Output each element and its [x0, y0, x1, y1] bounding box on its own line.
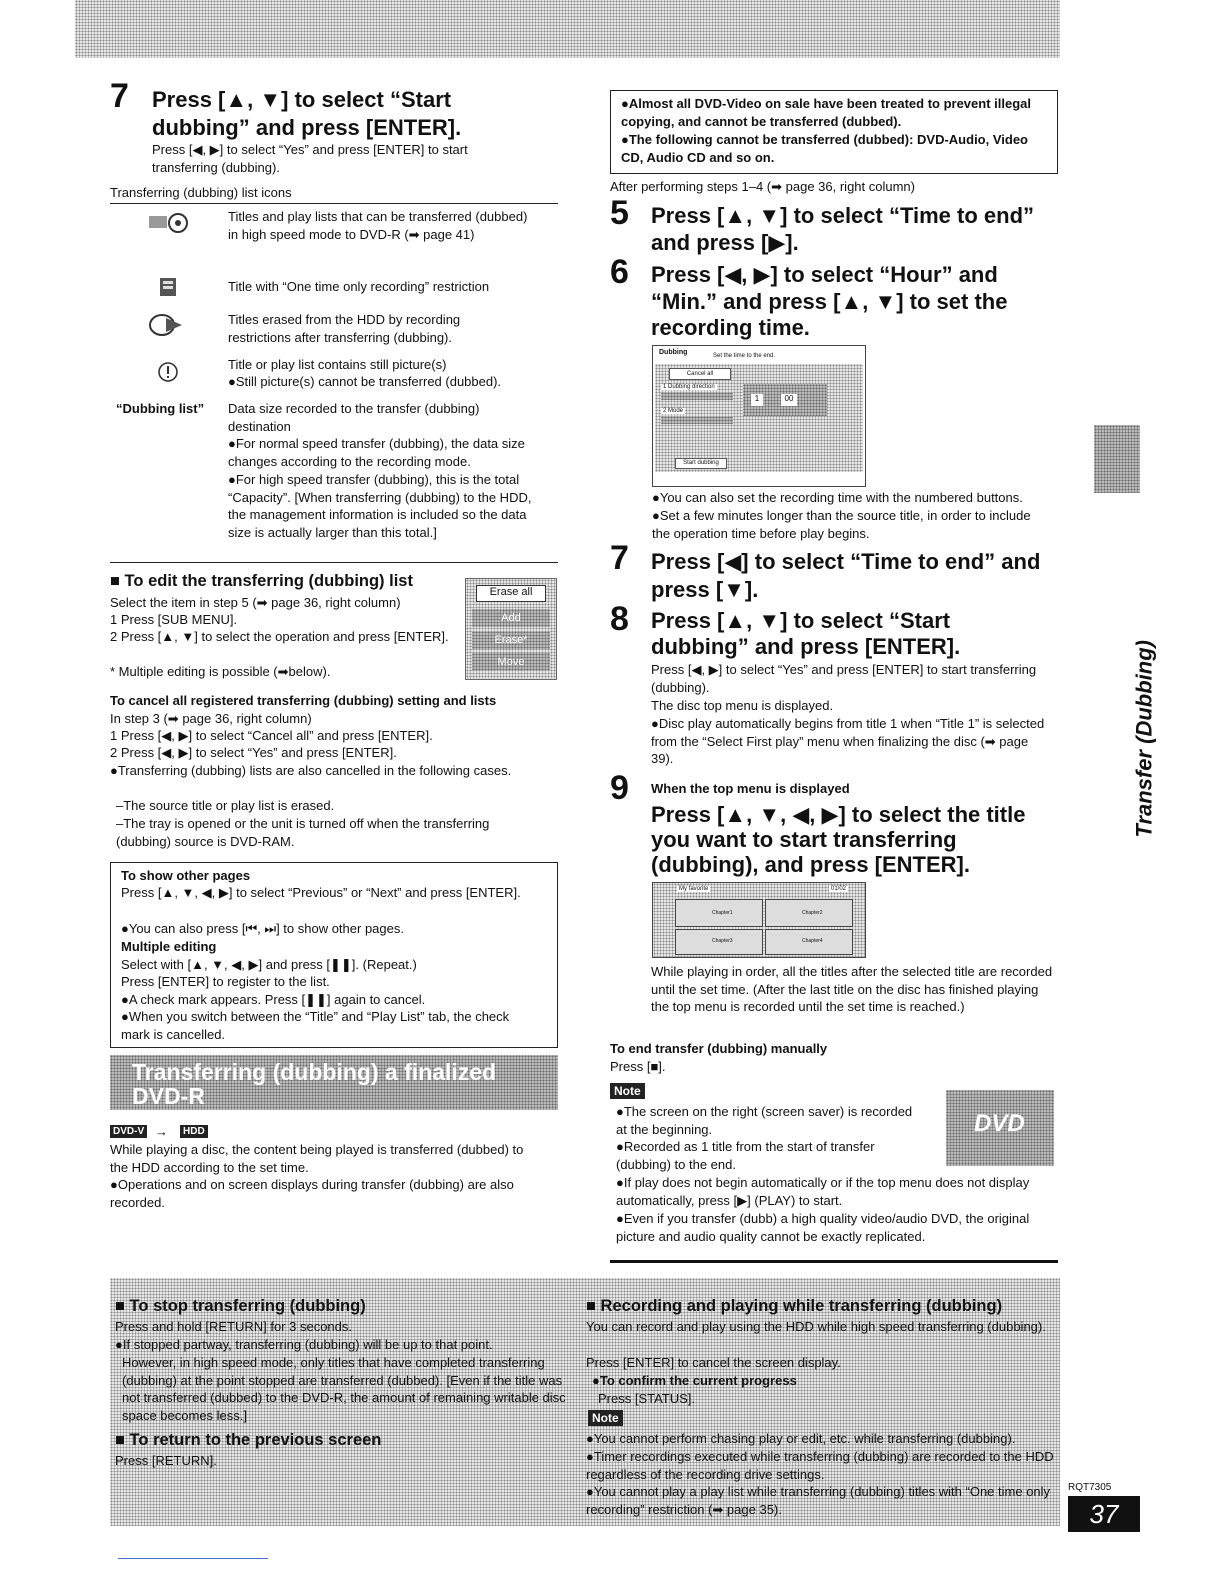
step-6-number: 6 [610, 253, 629, 291]
icon-row-2-text: Title with “One time only recording” restriction [228, 279, 490, 294]
multiple-editing-line-2: Press [ENTER] to register to the list. [121, 974, 330, 989]
dubbing-direction-label: 1 Dubbing direction [663, 384, 715, 390]
screen-saver-image [946, 1090, 1054, 1166]
top-menu-title: My favorite [679, 886, 709, 892]
record-play-line-1: You can record and play using the HDD while high speed transferring (dubbing). [586, 1319, 1046, 1334]
mode-value [661, 416, 733, 424]
warning-box [610, 90, 1058, 174]
step-6-title-line2: “Min.” and press [▲, ▼] to set the [651, 289, 1008, 314]
return-line: Press [RETURN]. [115, 1453, 217, 1468]
top-menu-screen [652, 882, 866, 958]
edit-list-heading: ■ To edit the transferring (dubbing) list [110, 572, 413, 590]
step-6-title-line3: recording time. [651, 315, 810, 340]
step-8-desc-3: ●Disc play automatically begins from title 1 when “Title 1” is selected from the “Select First play” menu when finalizing the disc (➡ page 39). [651, 716, 1045, 767]
record-play-heading: ■ Recording and playing while transferring (dubbing) [586, 1297, 1003, 1315]
icon-row-4-text: Title or play list contains still picture(s) [228, 357, 447, 372]
sub-menu-panel [465, 578, 557, 680]
erase-all-option[interactable]: Erase all [476, 585, 546, 602]
section-rule-1 [110, 562, 558, 563]
icons-heading: Transferring (dubbing) list icons [110, 185, 292, 200]
edit-line-3: 2 Press [▲, ▼] to select the operation and press [ENTER]. [110, 629, 449, 644]
hour-field[interactable]: 1 [751, 394, 763, 406]
record-play-line-4: Press [STATUS]. [598, 1391, 696, 1406]
sidebar-label: Transfer (Dubbing) [1132, 640, 1157, 838]
step-7-description: Press [◀, ▶] to select “Yes” and press [ENTER] to start transferring (dubbing). [152, 142, 468, 175]
banner-line-2: DVD-R [132, 1083, 205, 1109]
step-5-title-line1: Press [▲, ▼] to select “Time to end” [651, 203, 1035, 228]
multiple-editing-heading: Multiple editing [121, 939, 217, 954]
chapter-4-label: Chapter4 [802, 938, 823, 944]
after-steps-line: After performing steps 1–4 (➡ page 36, right column) [610, 179, 915, 194]
edit-line-1: Select the item in step 5 (➡ page 36, right column) [110, 595, 401, 610]
note-badge: Note [610, 1083, 645, 1099]
footer-link-line [118, 1558, 268, 1559]
still-bullet: ●Still picture(s) cannot be transferred (dubbed). [228, 374, 502, 389]
finalized-paragraph: While playing a disc, the content being played is transferred (dubbed) to the HDD according to the set time. [110, 1142, 524, 1175]
record-play-line-2: Press [ENTER] to cancel the screen display. [586, 1355, 841, 1370]
note-bullet-4: ●Even if you transfer (dubb) a high quality video/audio DVD, the original picture and audio quality cannot be exactly replicated. [616, 1211, 1030, 1244]
warning-1: ●Almost all DVD-Video on sale have been treated to prevent illegal copying, and cannot be transferred (dubbed). [621, 96, 1032, 129]
bottom-note-badge: Note [588, 1410, 623, 1426]
warning-2: ●The following cannot be transferred (dubbed): DVD-Audio, Video CD, Audio CD and so on. [621, 132, 1028, 165]
cancel-line-2: 1 Press [◀, ▶] to select “Cancel all” and press [ENTER]. [110, 728, 433, 743]
bottom-note-2: ●Timer recordings executed while transferring (dubbing) are recorded to the HDD regardless of the recording drive settings. [586, 1449, 1054, 1482]
chapter-4-tile[interactable] [765, 929, 853, 955]
cancel-line-4: ●Transferring (dubbing) lists are also cancelled in the following cases. [110, 763, 512, 778]
stop-line-3: However, in high speed mode, only titles that have completed transferring (dubbing) at the point stopped are transferred (dubbed). [Even if the title was not transferred (dubbed) to the DVD-R, the amount of remaining writable disc space becomes less.] [122, 1355, 566, 1423]
step-8-title-line1: Press [▲, ▼] to select “Start [651, 608, 951, 633]
mode-label: 2 Mode [663, 408, 684, 414]
other-pages-line-1: Press [▲, ▼, ◀, ▶] to select “Previous” or “Next” and press [ENTER]. [121, 885, 521, 900]
icons-rule [110, 203, 558, 204]
step-7-title-line2: dubbing” and press [ENTER]. [152, 115, 462, 140]
cancel-line-5: –The source title or play list is erased. [116, 798, 335, 813]
icon-row-1-text: Titles and play lists that can be transferred (dubbed) in high speed mode to DVD-R (➡ page 41) [228, 209, 528, 242]
bottom-note-1: ●You cannot perform chasing play or edit, etc. while transferring (dubbing). [586, 1431, 1016, 1446]
bottom-note-3: ●You cannot play a play list while transferring (dubbing) titles with “One time only recording” restriction (➡ page 35). [586, 1484, 1051, 1517]
step-8-title-line2: dubbing” and press [ENTER]. [651, 634, 961, 659]
document-code: RQT7305 [1068, 1482, 1112, 1493]
other-pages-line-2: ●You can also press [⏮, ⏭] to show other pages. [121, 921, 404, 936]
step-5-title-line2: and press [▶]. [651, 230, 799, 255]
sidebar-tab [1094, 425, 1140, 493]
dubbing-list-bullet-2: ●For high speed transfer (dubbing), this is the total “Capacity”. [When transferring (dubbing) to the HDD, the management information is included so the data size is actually larger than this total.] [228, 472, 532, 540]
step-5-number: 5 [610, 194, 629, 232]
step-7-number: 7 [110, 77, 129, 115]
icon-row-3-text: Titles erased from the HDD by recording restrictions after transferring (dubbing). [228, 312, 461, 345]
badge-arrow: → [155, 1124, 168, 1139]
step-9-title-line2: you want to start transferring [651, 827, 957, 852]
end-transfer-heading: To end transfer (dubbing) manually [610, 1041, 828, 1056]
edit-line-2: 1 Press [SUB MENU]. [110, 612, 238, 627]
cancel-heading: To cancel all registered transferring (dubbing) setting and lists [110, 693, 497, 708]
cancel-line-3: 2 Press [◀, ▶] to select “Yes” and press [ENTER]. [110, 745, 397, 760]
step-9-paragraph: While playing in order, all the titles after the selected title are recorded until the set time. (After the last title on the disc has finished playing the top menu is recorded until the set time is reached.) [651, 964, 1053, 1015]
multiple-editing-line-1: Select with [▲, ▼, ◀, ▶] and press [❚❚]. (Repeat.) [121, 957, 417, 972]
top-menu-page: 01/02 [831, 886, 847, 892]
high-speed-icon [148, 210, 188, 236]
minute-field[interactable]: 00 [781, 394, 797, 406]
return-heading: ■ To return to the previous screen [115, 1431, 382, 1449]
header-band [75, 0, 1060, 58]
multiple-editing-line-4: ●When you switch between the “Title” and “Play List” tab, the check mark is cancelled. [121, 1009, 510, 1042]
chapter-2-label: Chapter2 [802, 910, 823, 916]
end-transfer-line: Press [■]. [610, 1059, 666, 1074]
other-pages-heading: To show other pages [121, 868, 251, 883]
chapter-3-label: Chapter3 [712, 938, 733, 944]
other-pages-box [110, 862, 558, 1048]
dubbing-list-label: “Dubbing list” [116, 401, 205, 416]
step-8-desc-2: The disc top menu is displayed. [651, 698, 834, 713]
dvd-v-badge: DVD-V [110, 1125, 147, 1138]
record-play-line-3: ●To confirm the current progress [592, 1373, 797, 1388]
step-9-title-line1: Press [▲, ▼, ◀, ▶] to select the title [651, 802, 1026, 827]
page-number: 37 [1068, 1496, 1140, 1532]
erase-option[interactable]: Erase* [472, 631, 550, 649]
note-bullet-3: ●If play does not begin automatically or if the top menu does not display automatically, press [▶] (PLAY) to start. [616, 1175, 1030, 1208]
start-dubbing-button[interactable]: Start dubbing [675, 458, 727, 469]
finalized-dvdr-banner [110, 1055, 558, 1110]
edit-line-4: * Multiple editing is possible (➡below). [110, 664, 331, 679]
step-6-bullet-2: ●Set a few minutes longer than the source title, in order to include the operation time before play begins. [652, 508, 1031, 541]
stop-line-2: ●If stopped partway, transferring (dubbing) will be up to that point. [115, 1337, 493, 1352]
step-7r-title-line2: press [▼]. [651, 577, 759, 602]
step-9-pre: When the top menu is displayed [651, 781, 850, 796]
dubbing-screen-title: Dubbing [659, 349, 688, 356]
step-8-number: 8 [610, 600, 629, 638]
dubbing-list-bullet-1: ●For normal speed transfer (dubbing), the data size changes according to the recording mode. [228, 436, 525, 469]
chapter-1-label: Chapter1 [712, 910, 733, 916]
step-7r-number: 7 [610, 539, 629, 577]
dubbing-direction-value [661, 392, 733, 400]
chapter-2-tile[interactable] [765, 899, 853, 927]
one-time-recording-icon [158, 276, 180, 298]
stop-line-1: Press and hold [RETURN] for 3 seconds. [115, 1319, 352, 1334]
add-option[interactable]: Add [472, 609, 550, 627]
screen-saver-logo: DVD [974, 1110, 1025, 1137]
multiple-editing-line-3: ●A check mark appears. Press [❚❚] again to cancel. [121, 992, 426, 1007]
cancel-line-6: –The tray is opened or the unit is turned off when the transferring (dubbing) source is DVD-RAM. [116, 816, 490, 849]
chapter-3-tile[interactable] [675, 929, 763, 955]
step-6-bullet-1: ●You can also set the recording time with the numbered buttons. [652, 490, 1023, 505]
still-picture-icon [156, 360, 180, 384]
banner-line-1: Transferring (dubbing) a finalized [132, 1059, 497, 1085]
finalized-bullet: ●Operations and on screen displays during transfer (dubbing) are also recorded. [110, 1177, 514, 1210]
stop-transfer-heading: ■ To stop transferring (dubbing) [115, 1297, 366, 1315]
step-6-title-line1: Press [◀, ▶] to select “Hour” and [651, 262, 998, 287]
step-9-title-line3: (dubbing), and press [ENTER]. [651, 852, 970, 877]
step-8-desc-1: Press [◀, ▶] to select “Yes” and press [ENTER] to start transferring (dubbing). [651, 662, 1037, 695]
dubbing-screen [652, 345, 866, 487]
cancel-line-1: In step 3 (➡ page 36, right column) [110, 711, 312, 726]
erase-after-transfer-icon [148, 310, 188, 340]
move-option[interactable]: Move [472, 653, 550, 671]
right-bottom-rule [610, 1260, 1058, 1263]
dubbing-screen-subtitle: Set the time to the end. [713, 353, 776, 359]
chapter-1-tile[interactable] [675, 899, 763, 927]
dubbing-list-desc: Data size recorded to the transfer (dubbing) destination [228, 401, 480, 434]
cancel-all-button[interactable]: Cancel all [669, 368, 731, 380]
note-bullet-1: ●The screen on the right (screen saver) is recorded at the beginning. [616, 1104, 913, 1137]
note-bullet-2: ●Recorded as 1 title from the start of transfer (dubbing) to the end. [616, 1139, 875, 1172]
step-9-number: 9 [610, 769, 629, 807]
step-7r-title-line1: Press [◀] to select “Time to end” and [651, 549, 1041, 574]
hdd-badge: HDD [180, 1125, 208, 1138]
time-panel [743, 384, 827, 416]
step-7-title-line1: Press [▲, ▼] to select “Start [152, 87, 452, 112]
